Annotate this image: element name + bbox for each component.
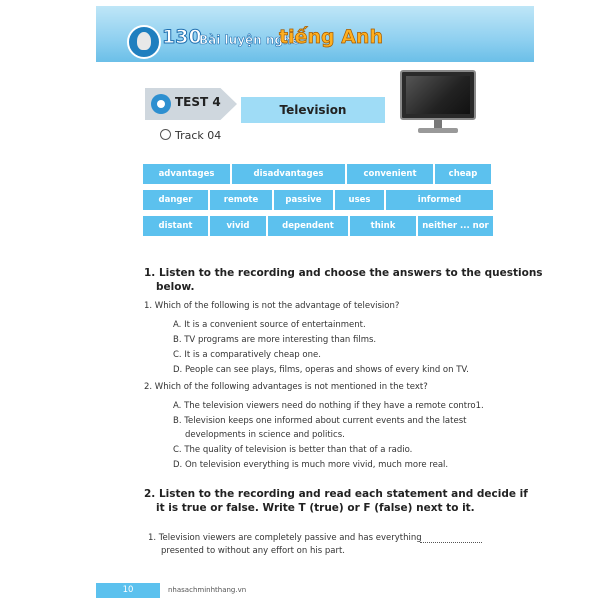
page-number: 10: [96, 583, 160, 598]
q2-option-a: A. The television viewers need do nothing if they have a remote contro1.: [173, 401, 484, 411]
publisher-url: nhasachminhthang.vn: [168, 586, 247, 594]
book-number: 130: [162, 26, 202, 48]
q1-option-c: C. It is a comparatively cheap one.: [173, 350, 321, 360]
section1-heading-line1: 1. Listen to the recording and choose the answers to the questions: [144, 267, 543, 279]
test-title: Television: [241, 97, 385, 123]
q2-option-b: B. Television keeps one informed about current events and the latest: [173, 416, 467, 426]
word-bank-cell: disadvantages: [232, 164, 345, 184]
book-title-part1: Bài luyện nghe: [199, 33, 300, 47]
track-text: Track 04: [175, 129, 222, 142]
q1-option-d: D. People can see plays, films, operas and shows of every kind on TV.: [173, 365, 469, 375]
word-bank-cell: informed: [386, 190, 493, 210]
section1-heading-line2: below.: [156, 281, 195, 293]
tv-screen: [400, 70, 476, 120]
q1-option-b: B. TV programs are more interesting than films.: [173, 335, 377, 345]
word-bank-cell: think: [350, 216, 416, 236]
tv-neck: [434, 120, 442, 128]
television-icon: [400, 70, 476, 136]
word-bank-cell: distant: [143, 216, 208, 236]
statement-1-line1: 1. Television viewers are completely passive and has everything: [148, 533, 422, 543]
word-bank-cell: convenient: [347, 164, 433, 184]
track-label: [160, 129, 221, 142]
word-bank-cell: danger: [143, 190, 208, 210]
q2-option-b-cont: developments in science and politics.: [185, 430, 345, 440]
section2-heading-line2: it is true or false. Write T (true) or F (false) next to it.: [156, 502, 475, 514]
test-label: TEST 4: [175, 95, 221, 109]
word-bank-cell: uses: [335, 190, 384, 210]
gear-icon: [151, 94, 171, 114]
tv-base: [418, 128, 458, 133]
word-bank-cell: advantages: [143, 164, 230, 184]
word-bank-cell: remote: [210, 190, 272, 210]
word-bank-row-1: [143, 164, 491, 184]
q2-option-d: D. On television everything is much more vivid, much more real.: [173, 460, 449, 470]
answer-blank[interactable]: [420, 534, 482, 543]
header-banner: [96, 6, 534, 62]
avatar: [127, 25, 161, 59]
question-1: 1. Which of the following is not the advantage of television?: [144, 301, 400, 311]
cd-icon: [160, 129, 171, 140]
word-bank-cell: dependent: [268, 216, 348, 236]
q2-option-c: C. The quality of television is better than that of a radio.: [173, 445, 413, 455]
question-2: 2. Which of the following advantages is not mentioned in the text?: [144, 382, 428, 392]
test-tab: [145, 88, 237, 120]
statement-1-line2: presented to without any effort on his part.: [161, 546, 345, 556]
word-bank-row-3: [143, 216, 493, 236]
word-bank-cell: passive: [274, 190, 333, 210]
q1-option-a: A. It is a convenient source of entertainment.: [173, 320, 366, 330]
word-bank-cell: vivid: [210, 216, 266, 236]
word-bank-row-2: [143, 190, 493, 210]
word-bank-cell: neither ... nor: [418, 216, 493, 236]
book-title-part2: tiếng Anh: [279, 26, 383, 48]
section2-heading-line1: 2. Listen to the recording and read each statement and decide if: [144, 488, 528, 500]
word-bank-cell: cheap: [435, 164, 491, 184]
